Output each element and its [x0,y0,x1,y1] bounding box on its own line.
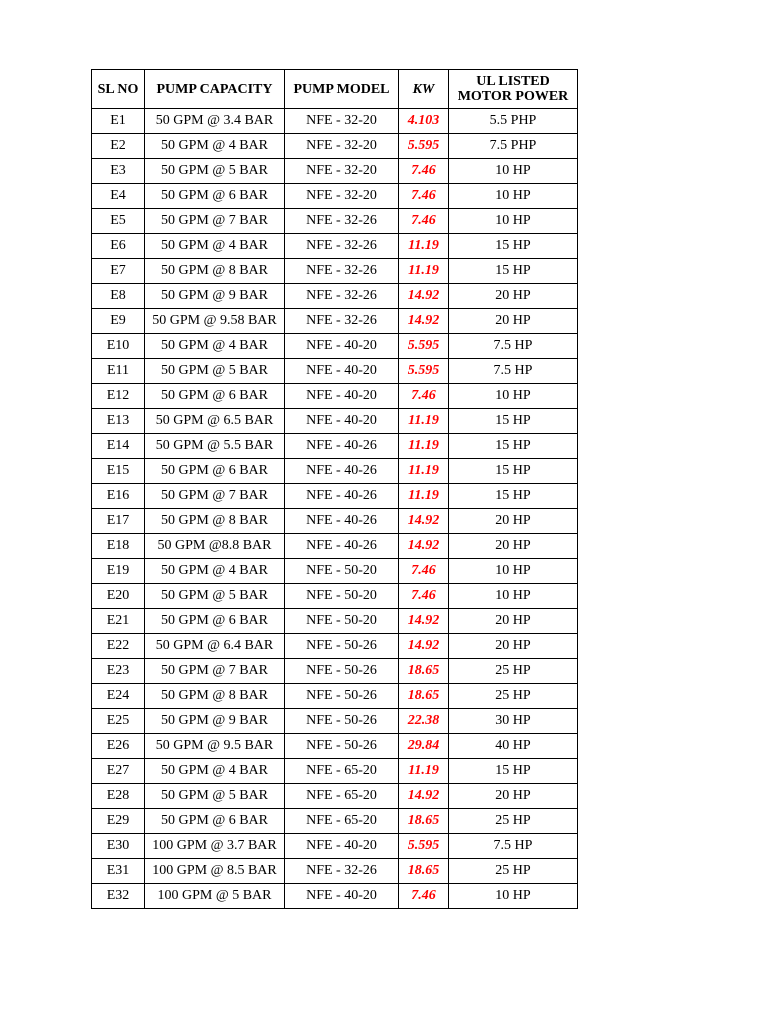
sl-no-cell: E6 [92,234,145,259]
pump-capacity-cell: 100 GPM @ 5 BAR [145,884,285,909]
pump-model-cell: NFE - 65-20 [285,759,399,784]
pump-capacity-cell: 50 GPM @ 4 BAR [145,559,285,584]
kw-cell: 7.46 [399,384,449,409]
header-pump-model: PUMP MODEL [285,70,399,109]
pump-model-cell: NFE - 40-26 [285,484,399,509]
motor-power-cell: 10 HP [449,584,578,609]
pump-capacity-cell: 100 GPM @ 8.5 BAR [145,859,285,884]
pump-capacity-cell: 50 GPM @8.8 BAR [145,534,285,559]
table-row [92,509,578,534]
motor-power-cell: 7.5 PHP [449,134,578,159]
kw-cell: 7.46 [399,584,449,609]
kw-cell: 14.92 [399,609,449,634]
pump-capacity-cell: 50 GPM @ 7 BAR [145,484,285,509]
pump-capacity-cell: 50 GPM @ 6.5 BAR [145,409,285,434]
pump-capacity-cell: 100 GPM @ 3.7 BAR [145,834,285,859]
pump-capacity-cell: 50 GPM @ 6.4 BAR [145,634,285,659]
motor-power-cell: 30 HP [449,709,578,734]
sl-no-cell: E29 [92,809,145,834]
motor-power-cell: 15 HP [449,759,578,784]
motor-power-cell: 15 HP [449,409,578,434]
table-row [92,834,578,859]
kw-cell: 11.19 [399,259,449,284]
motor-power-cell: 20 HP [449,284,578,309]
table-row [92,559,578,584]
kw-cell: 14.92 [399,784,449,809]
sl-no-cell: E4 [92,184,145,209]
sl-no-cell: E2 [92,134,145,159]
sl-no-cell: E9 [92,309,145,334]
pump-model-cell: NFE - 40-20 [285,884,399,909]
pump-model-cell: NFE - 50-26 [285,709,399,734]
pump-model-cell: NFE - 40-26 [285,534,399,559]
pump-model-cell: NFE - 40-20 [285,409,399,434]
pump-model-cell: NFE - 40-20 [285,384,399,409]
pump-capacity-cell: 50 GPM @ 5 BAR [145,584,285,609]
table-row [92,209,578,234]
table-row [92,434,578,459]
sl-no-cell: E3 [92,159,145,184]
sl-no-cell: E10 [92,334,145,359]
kw-cell: 22.38 [399,709,449,734]
sl-no-cell: E18 [92,534,145,559]
motor-power-cell: 7.5 HP [449,334,578,359]
table-row [92,609,578,634]
sl-no-cell: E14 [92,434,145,459]
table-row [92,384,578,409]
kw-cell: 5.595 [399,134,449,159]
motor-power-cell: 7.5 HP [449,359,578,384]
pump-model-cell: NFE - 50-20 [285,609,399,634]
kw-cell: 18.65 [399,659,449,684]
motor-power-cell: 7.5 HP [449,834,578,859]
pump-model-cell: NFE - 50-26 [285,684,399,709]
table-row [92,634,578,659]
pump-model-cell: NFE - 32-20 [285,134,399,159]
motor-power-cell: 15 HP [449,459,578,484]
table-row [92,534,578,559]
pump-model-cell: NFE - 50-26 [285,634,399,659]
sl-no-cell: E23 [92,659,145,684]
kw-cell: 18.65 [399,684,449,709]
table-row [92,334,578,359]
table-row [92,584,578,609]
table-row [92,759,578,784]
kw-cell: 11.19 [399,459,449,484]
pump-capacity-cell: 50 GPM @ 4 BAR [145,134,285,159]
kw-cell: 11.19 [399,409,449,434]
motor-power-cell: 10 HP [449,884,578,909]
pump-capacity-cell: 50 GPM @ 9 BAR [145,284,285,309]
sl-no-cell: E28 [92,784,145,809]
sl-no-cell: E21 [92,609,145,634]
pump-capacity-cell: 50 GPM @ 3.4 BAR [145,109,285,134]
motor-power-cell: 20 HP [449,534,578,559]
pump-capacity-cell: 50 GPM @ 8 BAR [145,259,285,284]
table-row [92,184,578,209]
pump-capacity-cell: 50 GPM @ 8 BAR [145,509,285,534]
table-header-row [92,70,578,109]
kw-cell: 29.84 [399,734,449,759]
pump-model-cell: NFE - 32-26 [285,309,399,334]
sl-no-cell: E25 [92,709,145,734]
kw-cell: 7.46 [399,209,449,234]
pump-model-cell: NFE - 32-20 [285,159,399,184]
pump-model-cell: NFE - 32-26 [285,209,399,234]
sl-no-cell: E32 [92,884,145,909]
pump-model-cell: NFE - 40-26 [285,434,399,459]
pump-capacity-cell: 50 GPM @ 4 BAR [145,759,285,784]
pump-model-cell: NFE - 50-26 [285,734,399,759]
motor-power-cell: 20 HP [449,509,578,534]
pump-capacity-cell: 50 GPM @ 4 BAR [145,234,285,259]
sl-no-cell: E8 [92,284,145,309]
table-row [92,409,578,434]
table-row [92,684,578,709]
sl-no-cell: E27 [92,759,145,784]
table-row [92,709,578,734]
motor-power-cell: 5.5 PHP [449,109,578,134]
table-row [92,659,578,684]
kw-cell: 14.92 [399,634,449,659]
pump-capacity-cell: 50 GPM @ 5.5 BAR [145,434,285,459]
motor-power-cell: 15 HP [449,484,578,509]
table-row [92,734,578,759]
table-row [92,859,578,884]
kw-cell: 7.46 [399,184,449,209]
motor-power-cell: 10 HP [449,559,578,584]
pump-model-cell: NFE - 40-20 [285,334,399,359]
table-row [92,459,578,484]
sl-no-cell: E16 [92,484,145,509]
kw-cell: 11.19 [399,484,449,509]
pump-capacity-cell: 50 GPM @ 6 BAR [145,459,285,484]
kw-cell: 11.19 [399,234,449,259]
kw-cell: 4.103 [399,109,449,134]
table-row [92,359,578,384]
pump-capacity-cell: 50 GPM @ 6 BAR [145,384,285,409]
motor-power-cell: 25 HP [449,809,578,834]
motor-power-cell: 25 HP [449,859,578,884]
sl-no-cell: E7 [92,259,145,284]
sl-no-cell: E24 [92,684,145,709]
kw-cell: 14.92 [399,309,449,334]
pump-model-cell: NFE - 32-26 [285,859,399,884]
table-row [92,309,578,334]
sl-no-cell: E13 [92,409,145,434]
kw-cell: 7.46 [399,884,449,909]
pump-capacity-cell: 50 GPM @ 5 BAR [145,159,285,184]
pump-capacity-cell: 50 GPM @ 6 BAR [145,809,285,834]
sl-no-cell: E12 [92,384,145,409]
pump-capacity-cell: 50 GPM @ 9.5 BAR [145,734,285,759]
motor-power-cell: 20 HP [449,609,578,634]
sl-no-cell: E30 [92,834,145,859]
motor-power-cell: 10 HP [449,209,578,234]
motor-power-cell: 15 HP [449,259,578,284]
motor-power-cell: 10 HP [449,384,578,409]
table-row [92,284,578,309]
kw-cell: 7.46 [399,159,449,184]
sl-no-cell: E20 [92,584,145,609]
table-body [92,109,578,909]
pump-model-cell: NFE - 40-20 [285,834,399,859]
pump-model-cell: NFE - 32-26 [285,234,399,259]
pump-capacity-cell: 50 GPM @ 7 BAR [145,659,285,684]
kw-cell: 14.92 [399,284,449,309]
table-row [92,884,578,909]
pump-capacity-cell: 50 GPM @ 5 BAR [145,784,285,809]
pump-model-cell: NFE - 32-26 [285,284,399,309]
sl-no-cell: E1 [92,109,145,134]
motor-power-cell: 10 HP [449,159,578,184]
motor-power-cell: 20 HP [449,634,578,659]
kw-cell: 11.19 [399,434,449,459]
sl-no-cell: E17 [92,509,145,534]
table-row [92,784,578,809]
pump-capacity-cell: 50 GPM @ 5 BAR [145,359,285,384]
pump-model-cell: NFE - 50-20 [285,584,399,609]
kw-cell: 5.595 [399,834,449,859]
kw-cell: 7.46 [399,559,449,584]
pump-capacity-cell: 50 GPM @ 9.58 BAR [145,309,285,334]
sl-no-cell: E22 [92,634,145,659]
pump-spec-table [91,69,578,909]
table-row [92,809,578,834]
pump-model-cell: NFE - 40-20 [285,359,399,384]
table-row [92,134,578,159]
motor-power-cell: 15 HP [449,434,578,459]
sl-no-cell: E19 [92,559,145,584]
sl-no-cell: E11 [92,359,145,384]
pump-model-cell: NFE - 32-20 [285,184,399,209]
motor-power-cell: 10 HP [449,184,578,209]
kw-cell: 11.19 [399,759,449,784]
pump-capacity-cell: 50 GPM @ 6 BAR [145,609,285,634]
pump-model-cell: NFE - 32-26 [285,259,399,284]
table-row [92,234,578,259]
header-pump-capacity: PUMP CAPACITY [145,70,285,109]
pump-capacity-cell: 50 GPM @ 4 BAR [145,334,285,359]
motor-power-cell: 20 HP [449,784,578,809]
table-row [92,109,578,134]
pump-model-cell: NFE - 65-20 [285,784,399,809]
motor-power-cell: 25 HP [449,684,578,709]
table-row [92,484,578,509]
motor-power-cell: 40 HP [449,734,578,759]
header-ul-listed-motor-power: UL LISTED MOTOR POWER [449,70,578,109]
pump-model-cell: NFE - 40-26 [285,509,399,534]
header-kw: KW [399,70,449,109]
kw-cell: 18.65 [399,809,449,834]
pump-model-cell: NFE - 50-26 [285,659,399,684]
pump-model-cell: NFE - 65-20 [285,809,399,834]
pump-model-cell: NFE - 32-20 [285,109,399,134]
pump-capacity-cell: 50 GPM @ 8 BAR [145,684,285,709]
motor-power-cell: 15 HP [449,234,578,259]
pump-capacity-cell: 50 GPM @ 9 BAR [145,709,285,734]
kw-cell: 5.595 [399,334,449,359]
pump-capacity-cell: 50 GPM @ 6 BAR [145,184,285,209]
table-row [92,159,578,184]
sl-no-cell: E15 [92,459,145,484]
pump-model-cell: NFE - 40-26 [285,459,399,484]
motor-power-cell: 20 HP [449,309,578,334]
table-row [92,259,578,284]
kw-cell: 14.92 [399,534,449,559]
pump-model-cell: NFE - 50-20 [285,559,399,584]
pump-capacity-cell: 50 GPM @ 7 BAR [145,209,285,234]
kw-cell: 5.595 [399,359,449,384]
sl-no-cell: E26 [92,734,145,759]
header-sl-no: SL NO [92,70,145,109]
sl-no-cell: E31 [92,859,145,884]
kw-cell: 14.92 [399,509,449,534]
motor-power-cell: 25 HP [449,659,578,684]
kw-cell: 18.65 [399,859,449,884]
sl-no-cell: E5 [92,209,145,234]
